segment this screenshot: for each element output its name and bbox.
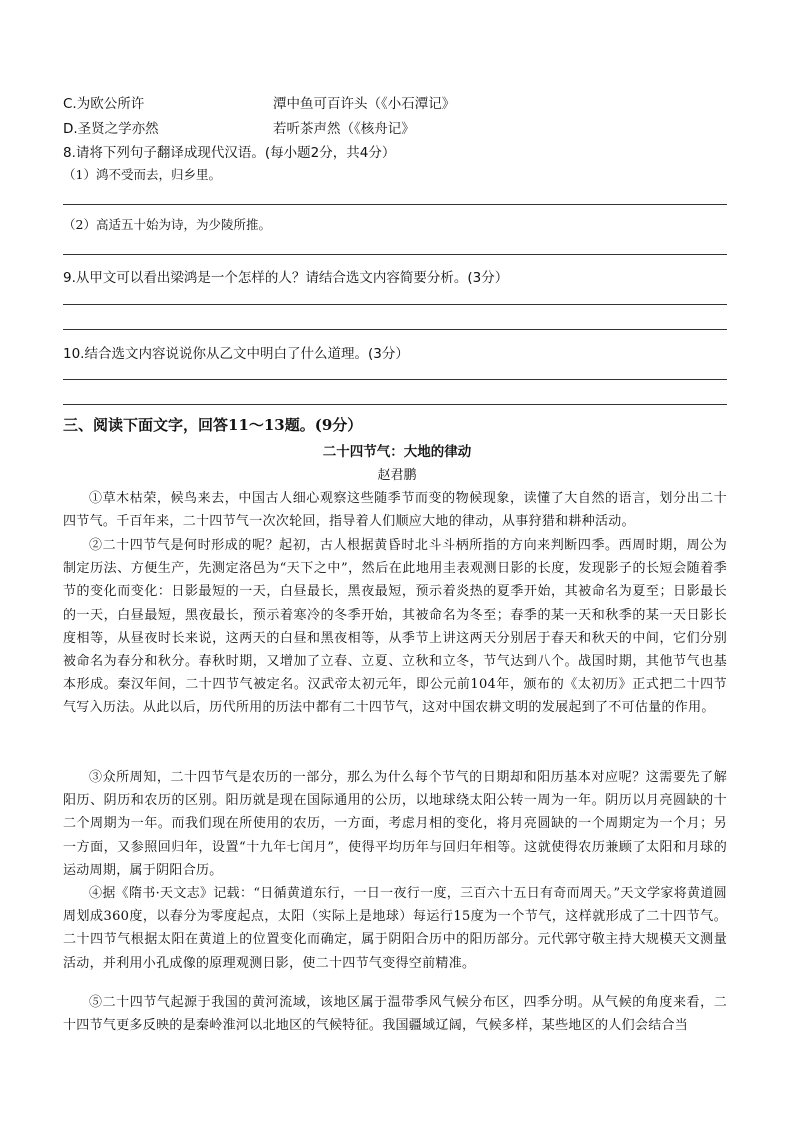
question-9-stem: 9.从甲文可以看出梁鸿是一个怎样的人？请结合选文内容简要分析。(3分） — [63, 270, 509, 286]
answer-line-8-2[interactable] — [63, 254, 727, 255]
option-c-left: C.为欧公所许 — [63, 96, 145, 112]
answer-line-9-1[interactable] — [63, 304, 727, 305]
article-title: 二十四节气：大地的律动 — [322, 444, 472, 460]
option-d-right: 若听茶声然（《核舟记》 — [273, 121, 415, 137]
question-8-stem: 8.请将下列句子翻译成现代汉语。(每小题2分，共4分） — [63, 145, 396, 161]
article-author: 赵君鹏 — [377, 468, 417, 483]
option-c-right: 潭中鱼可百许头（《小石潭记》 — [273, 96, 456, 112]
paragraph-3: ③众所周知，二十四节气是农历的一部分，那么为什么每个节气的日期却和阳历基本对应呢？这需要先了解阳历、阴历和农历的区别。阳历就是现在国际通用的公历，以地球绕太阳公转一周为一年。阴历以月亮圆缺的十二个周期为一年。而我们现在所使用的农历，一方面，考虑月相的变化，将月亮圆缺的一个周期定为一个月；另一方面，又参照回归年，设置“十九年七闰月”，使得平均历年与回归年相等。这就使得农历兼顾了太阳和月球的运动周期，属于阴阳合历。 — [63, 770, 727, 878]
paragraph-1: ①草木枯荣，候鸟来去，中国古人细心观察这些随季节而变的物候现象，读懂了大自然的语言，划分出二十四节气。千百年来，二十四节气一次次轮回，指导着人们顺应大地的律动，从事狩猎和耕种活动。 — [63, 491, 727, 530]
paragraph-2: ②二十四节气是何时形成的呢？起初，古人根据黄昏时北斗斗柄所指的方向来判断四季。西周时期，周公为制定历法、方便生产，先测定洛邑为“天下之中”，然后在此地用圭表观测日影的长度，发现影子的长短会随着季节的变化而变化：日影最短的一天，白昼最长，黑夜最短，预示着炎热的夏季开始，其被命名为夏至；日影最长的一天，白昼最短，黑夜最长，预示着寒冷的冬季开始，其被命名为冬至；春季的某一天和秋季的某一天日影长度相等，从昼夜时长来说，这两天的白昼和黑夜相等，从季节上讲这两天分别居于春天和秋天的中间，它们分别被命名为春分和秋分。春秋时期，又增加了立春、立夏、立秋和立冬，节气达到八个。战国时期，其他节气也基本形成。秦汉年间，二十四节气被定名。汉武帝太初元年，即公元前104年，颁布的《太初历》正式把二十四节气写入历法。从此以后，历代所用的历法中都有二十四节气，这对中国农耕文明的发展起到了不可估量的作用。 — [63, 538, 727, 716]
option-d-left: D.圣贤之学亦然 — [63, 121, 159, 137]
answer-line-10-2[interactable] — [63, 404, 727, 405]
paragraph-4: ④据《隋书·天文志》记载：“日循黄道东行，一日一夜行一度，三百六十五日有奇而周天。”天文学家将黄道圆周划成360度，以春分为零度起点，太阳（实际上是地球）每运行15度为一个节气，这样就形成了二十四节气。二十四节气根据太阳在黄道上的位置变化而确定，属于阴阳合历中的阳历部分。元代郭守敬主持大规模天文测量活动，并利用小孔成像的原理观测日影，使二十四节气变得空前精准。 — [63, 886, 727, 971]
question-10-stem: 10.结合选文内容说说你从乙文中明白了什么道理。(3分） — [63, 346, 409, 362]
answer-line-9-2[interactable] — [63, 329, 727, 330]
paragraph-5: ⑤二十四节气起源于我国的黄河流域，该地区属于温带季风气候分布区，四季分明。从气候的角度来看，二十四节气更多反映的是秦岭淮河以北地区的气候特征。我国疆域辽阔，气候多样，某些地区的人们会结合当 — [63, 995, 727, 1034]
section-3-heading: 三、阅读下面文字，回答11～13题。(9分） — [63, 416, 363, 434]
answer-line-8-1[interactable] — [63, 204, 727, 205]
question-8-sentence-2: （2）高适五十始为诗，为少陵所推。 — [63, 217, 271, 232]
answer-line-10-1[interactable] — [63, 379, 727, 380]
question-8-sentence-1: （1）鸿不受而去，归乡里。 — [63, 167, 221, 182]
